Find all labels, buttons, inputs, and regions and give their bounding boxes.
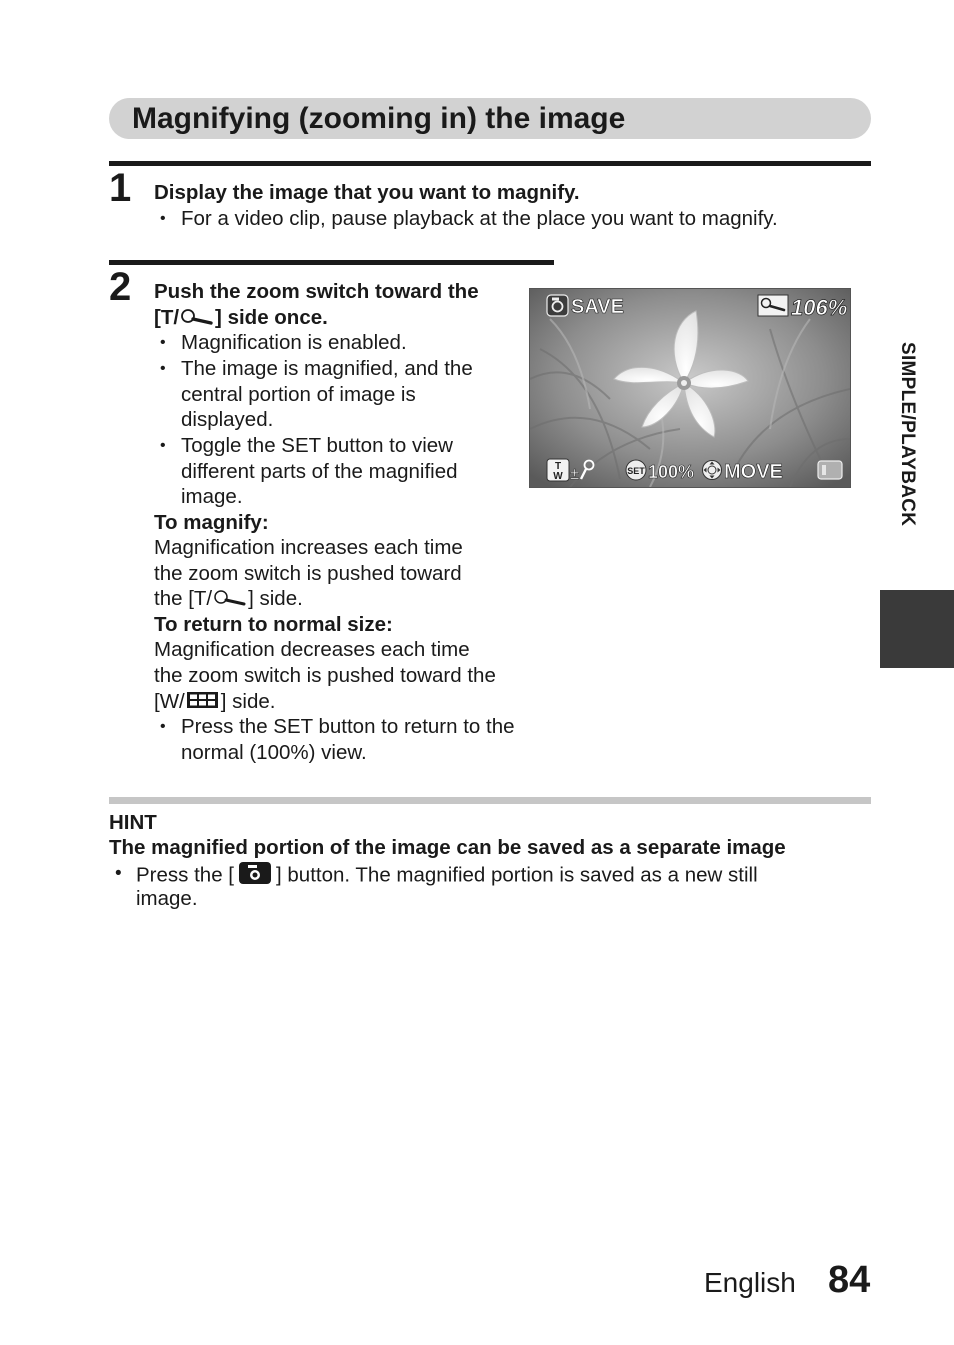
step2-bullet2-line1: The image is magnified, and the	[181, 357, 473, 380]
screen-camera-icon	[547, 295, 568, 316]
hint-text-pre: Press the [	[136, 863, 234, 887]
screen-plusminus: ±	[570, 464, 580, 483]
magnify-heading: To magnify:	[154, 511, 269, 534]
step1-heading: Display the image that you want to magnify.	[154, 181, 580, 204]
step2-rule	[109, 260, 554, 265]
return-heading: To return to normal size:	[154, 613, 393, 636]
page-number: 84	[828, 1259, 871, 1301]
screen-set-icon	[626, 460, 646, 480]
hint-text-post: ] button. The magnified portion is saved as a new still	[276, 863, 758, 887]
magnifier-icon	[212, 587, 248, 613]
screen-battery-icon	[818, 461, 842, 479]
hint-label: HINT	[109, 811, 157, 834]
hint-rule	[109, 797, 871, 804]
footer-language: English	[704, 1267, 796, 1298]
side-section-label: SIMPLE/PLAYBACK	[897, 342, 918, 527]
step1-rule	[109, 161, 871, 166]
return-bullet-line2: normal (100%) view.	[181, 741, 367, 764]
return-last-pre: [W/	[154, 690, 185, 713]
side-section-tab	[880, 590, 954, 668]
screen-t-letter: T	[554, 461, 562, 472]
bullet-dot: •	[160, 334, 166, 351]
magnifier-icon	[179, 306, 215, 332]
magnify-line2: the zoom switch is pushed toward	[154, 562, 462, 585]
step2-bullet3-line1: Toggle the SET button to view	[181, 434, 453, 457]
bullet-dot: •	[160, 437, 166, 454]
magnify-line3	[154, 586, 303, 612]
step2-bullet2-line2: central portion of image is	[181, 383, 416, 406]
return-bullet-line1: Press the SET button to return to the	[181, 715, 515, 738]
thumbnail-grid-icon	[185, 690, 221, 716]
bullet-dot: •	[160, 360, 166, 377]
return-last-post: ] side.	[220, 690, 276, 713]
screen-tw-icon	[547, 459, 569, 482]
screen-w-letter: W	[553, 471, 563, 482]
screen-set-letters: SET	[627, 466, 645, 476]
step2-bullet1-line1: Magnification is enabled.	[181, 331, 407, 354]
step1-bullet: For a video clip, pause playback at the place you want to magnify.	[181, 207, 778, 230]
step2-number: 2	[109, 265, 132, 309]
page-title: Magnifying (zooming in) the image	[132, 102, 626, 135]
step2-heading-line2	[154, 305, 328, 331]
magnify-line1: Magnification increases each time	[154, 536, 463, 559]
step2-heading-pre: [T/	[154, 306, 180, 329]
bullet-dot: •	[160, 718, 166, 735]
hint-text-line1	[136, 861, 758, 892]
camera-icon	[238, 861, 272, 892]
screen-dpad-icon	[703, 461, 722, 480]
screen-save-label: SAVE	[571, 296, 624, 318]
step2-heading-line1: Push the zoom switch toward the	[154, 280, 479, 303]
hint-bullet-dot: •	[115, 863, 122, 884]
hint-heading: The magnified portion of the image can be saved as a separate image	[109, 836, 786, 859]
bullet-dot: •	[160, 210, 166, 227]
return-line3	[154, 689, 275, 715]
step1-number: 1	[109, 166, 132, 210]
step2-bullet3-line2: different parts of the magnified	[181, 460, 458, 483]
step2-bullet3-line3: image.	[181, 485, 243, 508]
return-line1: Magnification decreases each time	[154, 638, 470, 661]
screen-zoom-value: 106%	[791, 295, 848, 320]
step2-heading-post: ] side once.	[215, 306, 328, 329]
magnify-last-pre: the [T/	[154, 587, 213, 610]
magnify-last-post: ] side.	[248, 587, 303, 610]
screen-move-label: MOVE	[724, 461, 783, 483]
camera-screen-illustration	[529, 288, 851, 488]
screen-magnifier-icon	[758, 295, 788, 316]
return-line2: the zoom switch is pushed toward the	[154, 664, 496, 687]
hint-text-line2: image.	[136, 887, 198, 910]
step2-bullet2-line3: displayed.	[181, 408, 274, 431]
screen-set-value: 100%	[648, 462, 695, 482]
